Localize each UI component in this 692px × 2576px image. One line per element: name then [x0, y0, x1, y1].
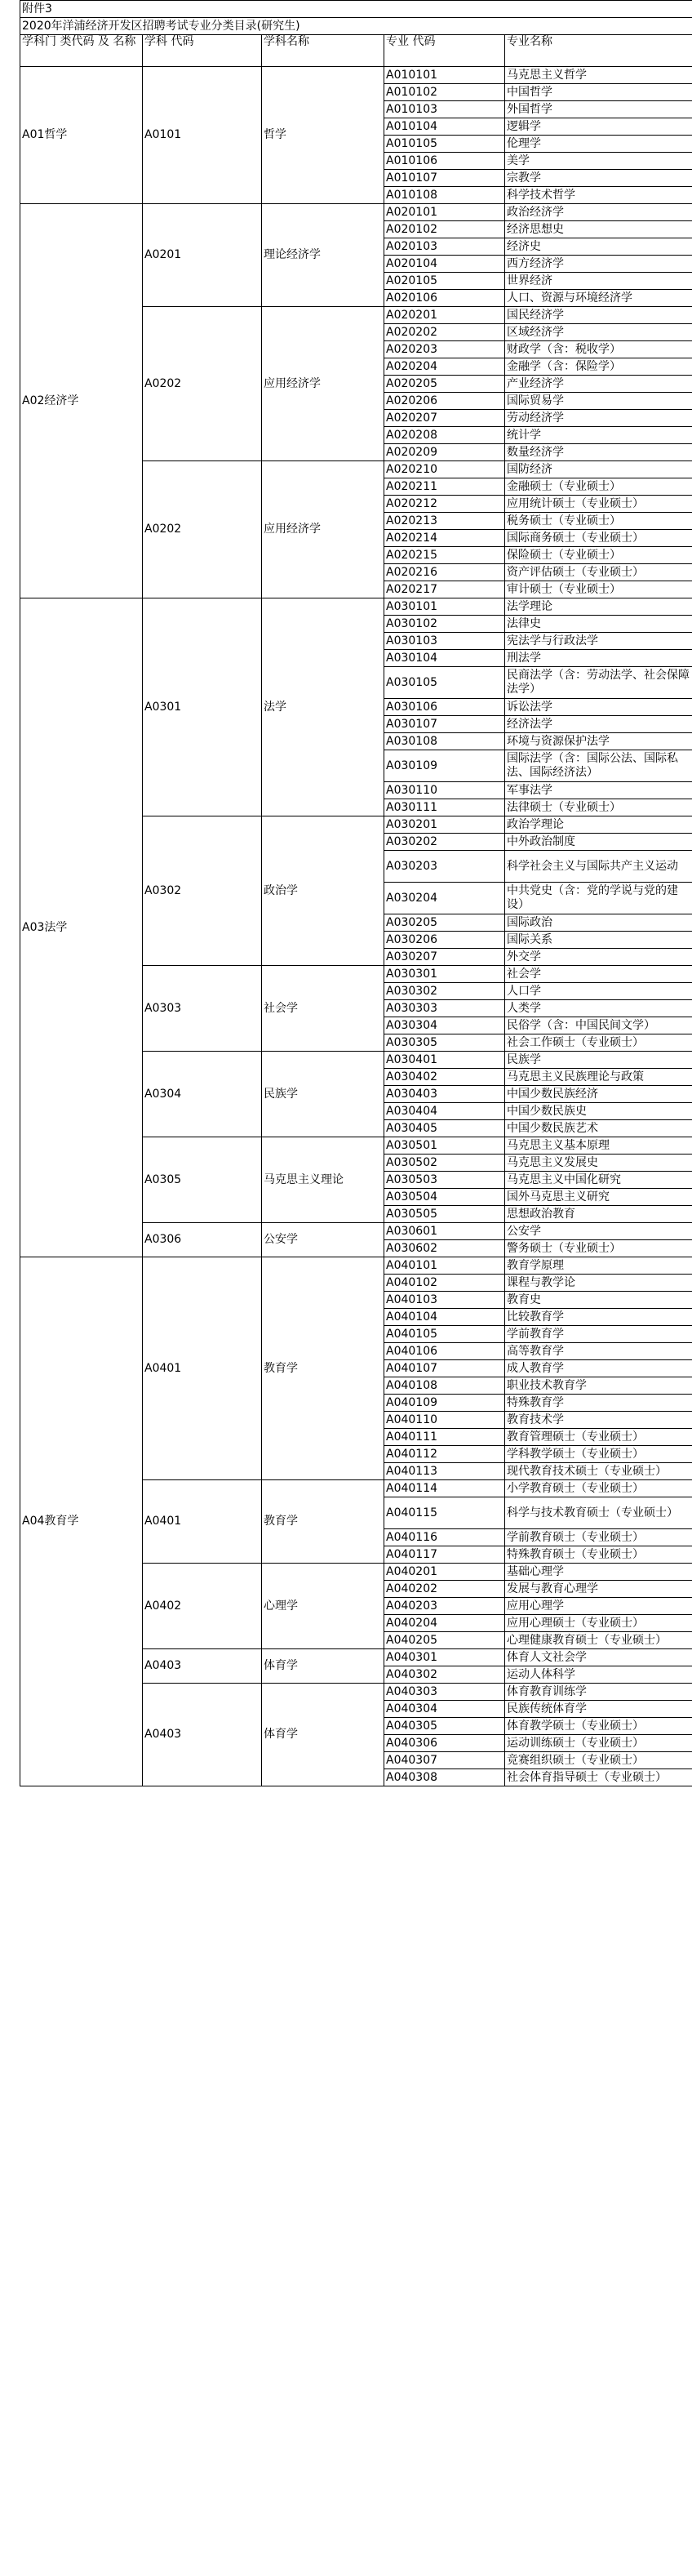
attachment-row: [20, 1, 692, 18]
major-code-cell: A040116: [384, 1529, 505, 1546]
major-name-cell: 社会体育指导硕士（专业硕士）: [505, 1769, 692, 1786]
major-name-cell: 国防经济: [505, 461, 692, 478]
major-name-cell: 马克思主义发展史: [505, 1155, 692, 1172]
major-name-cell: 国际商务硕士（专业硕士）: [505, 530, 692, 547]
major-name-cell: 国际关系: [505, 932, 692, 949]
subject-code-cell: A0304: [143, 1052, 262, 1137]
subject-name-cell: 教育学: [262, 1480, 384, 1564]
major-code-cell: A010107: [384, 170, 505, 187]
major-code-cell: A030206: [384, 932, 505, 949]
major-code-cell: A030305: [384, 1034, 505, 1052]
major-name-cell: 教育管理硕士（专业硕士）: [505, 1429, 692, 1446]
table-body: [20, 1, 692, 1786]
major-name-cell: 学前教育硕士（专业硕士）: [505, 1529, 692, 1546]
major-name-cell: 体育人文社会学: [505, 1649, 692, 1666]
major-name-cell: 经济法学: [505, 716, 692, 733]
major-name-cell: 体育教育训练学: [505, 1684, 692, 1701]
major-name-cell: 产业经济学: [505, 376, 692, 393]
major-code-cell: A030103: [384, 633, 505, 650]
major-code-cell: A040106: [384, 1343, 505, 1360]
major-code-cell: A020212: [384, 496, 505, 513]
major-code-cell: A040203: [384, 1598, 505, 1615]
major-code-cell: A030303: [384, 1000, 505, 1017]
major-name-cell: 宪法学与行政法学: [505, 633, 692, 650]
subject-code-cell: A0403: [143, 1649, 262, 1684]
major-catalog-table: [20, 0, 692, 1786]
major-name-cell: 运动人体科学: [505, 1666, 692, 1684]
major-code-cell: A030110: [384, 782, 505, 799]
major-code-cell: A010102: [384, 84, 505, 101]
major-code-cell: A040308: [384, 1769, 505, 1786]
major-name-cell: 公安学: [505, 1223, 692, 1240]
major-code-cell: A040204: [384, 1615, 505, 1632]
subject-name-cell: 体育学: [262, 1684, 384, 1786]
major-name-cell: 比较教育学: [505, 1309, 692, 1326]
subject-name-cell: 马克思主义理论: [262, 1137, 384, 1223]
major-name-cell: 学前教育学: [505, 1326, 692, 1343]
major-name-cell: 经济思想史: [505, 221, 692, 238]
major-name-cell: 教育史: [505, 1292, 692, 1309]
major-name-cell: 国际贸易学: [505, 393, 692, 410]
major-name-cell: 人口学: [505, 983, 692, 1000]
major-code-cell: A030601: [384, 1223, 505, 1240]
major-code-cell: A020209: [384, 444, 505, 461]
major-code-cell: A030301: [384, 966, 505, 983]
major-name-cell: 法律硕士（专业硕士）: [505, 799, 692, 816]
major-code-cell: A020207: [384, 410, 505, 427]
major-code-cell: A030405: [384, 1120, 505, 1137]
major-code-cell: A030102: [384, 616, 505, 633]
major-name-cell: 马克思主义中国化研究: [505, 1172, 692, 1189]
major-code-cell: A030106: [384, 699, 505, 716]
major-code-cell: A030108: [384, 733, 505, 750]
major-code-cell: A020203: [384, 341, 505, 358]
major-name-cell: 法学理论: [505, 598, 692, 616]
major-code-cell: A020201: [384, 307, 505, 324]
subject-code-cell: A0202: [143, 461, 262, 598]
major-code-cell: A030201: [384, 816, 505, 834]
major-name-cell: 中外政治制度: [505, 834, 692, 851]
subject-code-cell: A0306: [143, 1223, 262, 1257]
major-name-cell: 社会学: [505, 966, 692, 983]
major-name-cell: 应用心理硕士（专业硕士）: [505, 1615, 692, 1632]
header-row: [20, 35, 692, 67]
subject-code-cell: A0303: [143, 966, 262, 1052]
table-row: [20, 598, 692, 616]
major-name-cell: 中国少数民族经济: [505, 1086, 692, 1103]
subject-name-cell: 应用经济学: [262, 461, 384, 598]
major-code-cell: A030304: [384, 1017, 505, 1034]
major-code-cell: A030302: [384, 983, 505, 1000]
subject-code-cell: A0401: [143, 1257, 262, 1480]
major-code-cell: A040303: [384, 1684, 505, 1701]
major-name-cell: 发展与教育心理学: [505, 1581, 692, 1598]
major-code-cell: A020205: [384, 376, 505, 393]
major-name-cell: 民商法学（含：劳动法学、社会保障法学）: [505, 667, 692, 699]
major-code-cell: A040107: [384, 1360, 505, 1377]
major-code-cell: A030503: [384, 1172, 505, 1189]
subject-name-cell: 政治学: [262, 816, 384, 966]
major-name-cell: 职业技术教育学: [505, 1377, 692, 1395]
major-name-cell: 世界经济: [505, 273, 692, 290]
subject-name-cell: 体育学: [262, 1649, 384, 1684]
major-code-cell: A030602: [384, 1240, 505, 1257]
major-name-cell: 社会工作硕士（专业硕士）: [505, 1034, 692, 1052]
major-name-cell: 保险硕士（专业硕士）: [505, 547, 692, 564]
major-code-cell: A010103: [384, 101, 505, 118]
major-name-cell: 体育教学硕士（专业硕士）: [505, 1718, 692, 1735]
major-name-cell: 民俗学（含：中国民间文学）: [505, 1017, 692, 1034]
major-name-cell: 中国少数民族艺术: [505, 1120, 692, 1137]
category-cell: A03法学: [20, 598, 143, 1257]
major-name-cell: 区域经济学: [505, 324, 692, 341]
major-name-cell: 税务硕士（专业硕士）: [505, 513, 692, 530]
major-name-cell: 人口、资源与环境经济学: [505, 290, 692, 307]
header-subject-name: 学科名称: [262, 35, 384, 67]
major-code-cell: A020210: [384, 461, 505, 478]
major-code-cell: A040305: [384, 1718, 505, 1735]
major-name-cell: 马克思主义基本原理: [505, 1137, 692, 1155]
subject-name-cell: 法学: [262, 598, 384, 816]
major-name-cell: 中国哲学: [505, 84, 692, 101]
major-name-cell: 民族传统体育学: [505, 1701, 692, 1718]
major-code-cell: A020105: [384, 273, 505, 290]
major-name-cell: 科学技术哲学: [505, 187, 692, 204]
major-code-cell: A040109: [384, 1395, 505, 1412]
major-code-cell: A040110: [384, 1412, 505, 1429]
title-row: [20, 18, 692, 35]
major-name-cell: 国际法学（含：国际公法、国际私法、国际经济法）: [505, 750, 692, 782]
table-row: [20, 67, 692, 84]
major-code-cell: A040103: [384, 1292, 505, 1309]
major-code-cell: A020215: [384, 547, 505, 564]
major-code-cell: A020204: [384, 358, 505, 376]
major-code-cell: A030505: [384, 1206, 505, 1223]
major-code-cell: A040112: [384, 1446, 505, 1463]
major-name-cell: 诉讼法学: [505, 699, 692, 716]
major-name-cell: 中国少数民族史: [505, 1103, 692, 1120]
major-code-cell: A040304: [384, 1701, 505, 1718]
major-name-cell: 竞赛组织硕士（专业硕士）: [505, 1752, 692, 1769]
major-name-cell: 运动训练硕士（专业硕士）: [505, 1735, 692, 1752]
major-code-cell: A030104: [384, 650, 505, 667]
major-name-cell: 小学教育硕士（专业硕士）: [505, 1480, 692, 1497]
major-name-cell: 科学社会主义与国际共产主义运动: [505, 851, 692, 883]
major-code-cell: A040306: [384, 1735, 505, 1752]
header-subject-code: 学科 代码: [143, 35, 262, 67]
major-name-cell: 审计硕士（专业硕士）: [505, 581, 692, 598]
header-major-name: 专业名称: [505, 35, 692, 67]
major-name-cell: 美学: [505, 153, 692, 170]
major-name-cell: 财政学（含：税收学）: [505, 341, 692, 358]
major-name-cell: 环境与资源保护法学: [505, 733, 692, 750]
category-cell: A01哲学: [20, 67, 143, 204]
major-name-cell: 政治学理论: [505, 816, 692, 834]
major-name-cell: 政治经济学: [505, 204, 692, 221]
subject-code-cell: A0302: [143, 816, 262, 966]
major-code-cell: A040114: [384, 1480, 505, 1497]
major-name-cell: 法律史: [505, 616, 692, 633]
major-code-cell: A020206: [384, 393, 505, 410]
subject-code-cell: A0301: [143, 598, 262, 816]
major-code-cell: A030404: [384, 1103, 505, 1120]
header-category: 学科门 类代码 及 名称: [20, 35, 143, 67]
major-code-cell: A010108: [384, 187, 505, 204]
table-row: [20, 204, 692, 221]
major-name-cell: 统计学: [505, 427, 692, 444]
major-name-cell: 数量经济学: [505, 444, 692, 461]
major-code-cell: A030207: [384, 949, 505, 966]
major-code-cell: A030202: [384, 834, 505, 851]
major-code-cell: A040104: [384, 1309, 505, 1326]
major-code-cell: A040115: [384, 1497, 505, 1529]
major-code-cell: A010104: [384, 118, 505, 136]
major-name-cell: 外国哲学: [505, 101, 692, 118]
major-code-cell: A040105: [384, 1326, 505, 1343]
major-code-cell: A020208: [384, 427, 505, 444]
major-code-cell: A030205: [384, 914, 505, 932]
major-name-cell: 现代教育技术硕士（专业硕士）: [505, 1463, 692, 1480]
subject-code-cell: A0305: [143, 1137, 262, 1223]
major-code-cell: A020214: [384, 530, 505, 547]
major-code-cell: A030109: [384, 750, 505, 782]
major-code-cell: A040202: [384, 1581, 505, 1598]
major-code-cell: A040307: [384, 1752, 505, 1769]
major-name-cell: 伦理学: [505, 136, 692, 153]
major-code-cell: A010101: [384, 67, 505, 84]
major-name-cell: 高等教育学: [505, 1343, 692, 1360]
major-name-cell: 课程与教学论: [505, 1275, 692, 1292]
major-code-cell: A040117: [384, 1546, 505, 1564]
major-code-cell: A020101: [384, 204, 505, 221]
major-name-cell: 思想政治教育: [505, 1206, 692, 1223]
major-code-cell: A030111: [384, 799, 505, 816]
major-code-cell: A040111: [384, 1429, 505, 1446]
major-name-cell: 特殊教育学: [505, 1395, 692, 1412]
attachment-label: 附件3: [20, 1, 692, 18]
major-code-cell: A040101: [384, 1257, 505, 1275]
major-code-cell: A030203: [384, 851, 505, 883]
major-name-cell: 刑法学: [505, 650, 692, 667]
major-code-cell: A030504: [384, 1189, 505, 1206]
major-code-cell: A020104: [384, 256, 505, 273]
header-major-code: 专业 代码: [384, 35, 505, 67]
major-name-cell: 学科教学硕士（专业硕士）: [505, 1446, 692, 1463]
major-code-cell: A020216: [384, 564, 505, 581]
major-code-cell: A020202: [384, 324, 505, 341]
major-code-cell: A010105: [384, 136, 505, 153]
major-code-cell: A030403: [384, 1086, 505, 1103]
major-name-cell: 国外马克思主义研究: [505, 1189, 692, 1206]
major-name-cell: 国际政治: [505, 914, 692, 932]
subject-name-cell: 公安学: [262, 1223, 384, 1257]
subject-name-cell: 教育学: [262, 1257, 384, 1480]
major-code-cell: A030105: [384, 667, 505, 699]
major-name-cell: 宗教学: [505, 170, 692, 187]
major-code-cell: A020213: [384, 513, 505, 530]
subject-name-cell: 心理学: [262, 1564, 384, 1649]
major-code-cell: A040102: [384, 1275, 505, 1292]
major-name-cell: 教育学原理: [505, 1257, 692, 1275]
major-code-cell: A040205: [384, 1632, 505, 1649]
major-name-cell: 人类学: [505, 1000, 692, 1017]
major-code-cell: A020106: [384, 290, 505, 307]
major-code-cell: A020103: [384, 238, 505, 256]
major-code-cell: A040302: [384, 1666, 505, 1684]
major-name-cell: 应用心理学: [505, 1598, 692, 1615]
major-name-cell: 警务硕士（专业硕士）: [505, 1240, 692, 1257]
major-name-cell: 逻辑学: [505, 118, 692, 136]
subject-name-cell: 理论经济学: [262, 204, 384, 307]
table-row: [20, 1257, 692, 1275]
major-name-cell: 中共党史（含：党的学说与党的建设）: [505, 883, 692, 914]
major-name-cell: 西方经济学: [505, 256, 692, 273]
major-code-cell: A040201: [384, 1564, 505, 1581]
subject-code-cell: A0202: [143, 307, 262, 461]
major-code-cell: A040108: [384, 1377, 505, 1395]
major-name-cell: 国民经济学: [505, 307, 692, 324]
subject-name-cell: 应用经济学: [262, 307, 384, 461]
major-code-cell: A030402: [384, 1069, 505, 1086]
major-code-cell: A030401: [384, 1052, 505, 1069]
subject-name-cell: 民族学: [262, 1052, 384, 1137]
major-name-cell: 资产评估硕士（专业硕士）: [505, 564, 692, 581]
major-code-cell: A030204: [384, 883, 505, 914]
major-name-cell: 外交学: [505, 949, 692, 966]
major-code-cell: A020217: [384, 581, 505, 598]
subject-code-cell: A0403: [143, 1684, 262, 1786]
major-name-cell: 心理健康教育硕士（专业硕士）: [505, 1632, 692, 1649]
major-code-cell: A010106: [384, 153, 505, 170]
major-code-cell: A040113: [384, 1463, 505, 1480]
category-cell: A02经济学: [20, 204, 143, 598]
major-name-cell: 经济史: [505, 238, 692, 256]
subject-code-cell: A0402: [143, 1564, 262, 1649]
major-name-cell: 劳动经济学: [505, 410, 692, 427]
major-name-cell: 军事法学: [505, 782, 692, 799]
subject-code-cell: A0201: [143, 204, 262, 307]
major-code-cell: A030502: [384, 1155, 505, 1172]
major-name-cell: 马克思主义哲学: [505, 67, 692, 84]
major-code-cell: A030101: [384, 598, 505, 616]
major-code-cell: A020102: [384, 221, 505, 238]
major-name-cell: 金融学（含：保险学）: [505, 358, 692, 376]
major-code-cell: A030501: [384, 1137, 505, 1155]
major-code-cell: A040301: [384, 1649, 505, 1666]
major-name-cell: 成人教育学: [505, 1360, 692, 1377]
major-name-cell: 特殊教育硕士（专业硕士）: [505, 1546, 692, 1564]
major-code-cell: A020211: [384, 478, 505, 496]
major-name-cell: 金融硕士（专业硕士）: [505, 478, 692, 496]
major-name-cell: 民族学: [505, 1052, 692, 1069]
major-name-cell: 马克思主义民族理论与政策: [505, 1069, 692, 1086]
subject-code-cell: A0101: [143, 67, 262, 204]
subject-code-cell: A0401: [143, 1480, 262, 1564]
major-code-cell: A030107: [384, 716, 505, 733]
major-name-cell: 应用统计硕士（专业硕士）: [505, 496, 692, 513]
major-name-cell: 教育技术学: [505, 1412, 692, 1429]
category-cell: A04教育学: [20, 1257, 143, 1786]
major-name-cell: 科学与技术教育硕士（专业硕士）: [505, 1497, 692, 1529]
subject-name-cell: 社会学: [262, 966, 384, 1052]
major-name-cell: 基础心理学: [505, 1564, 692, 1581]
document-title: 2020年洋浦经济开发区招聘考试专业分类目录(研究生): [20, 18, 692, 35]
subject-name-cell: 哲学: [262, 67, 384, 204]
